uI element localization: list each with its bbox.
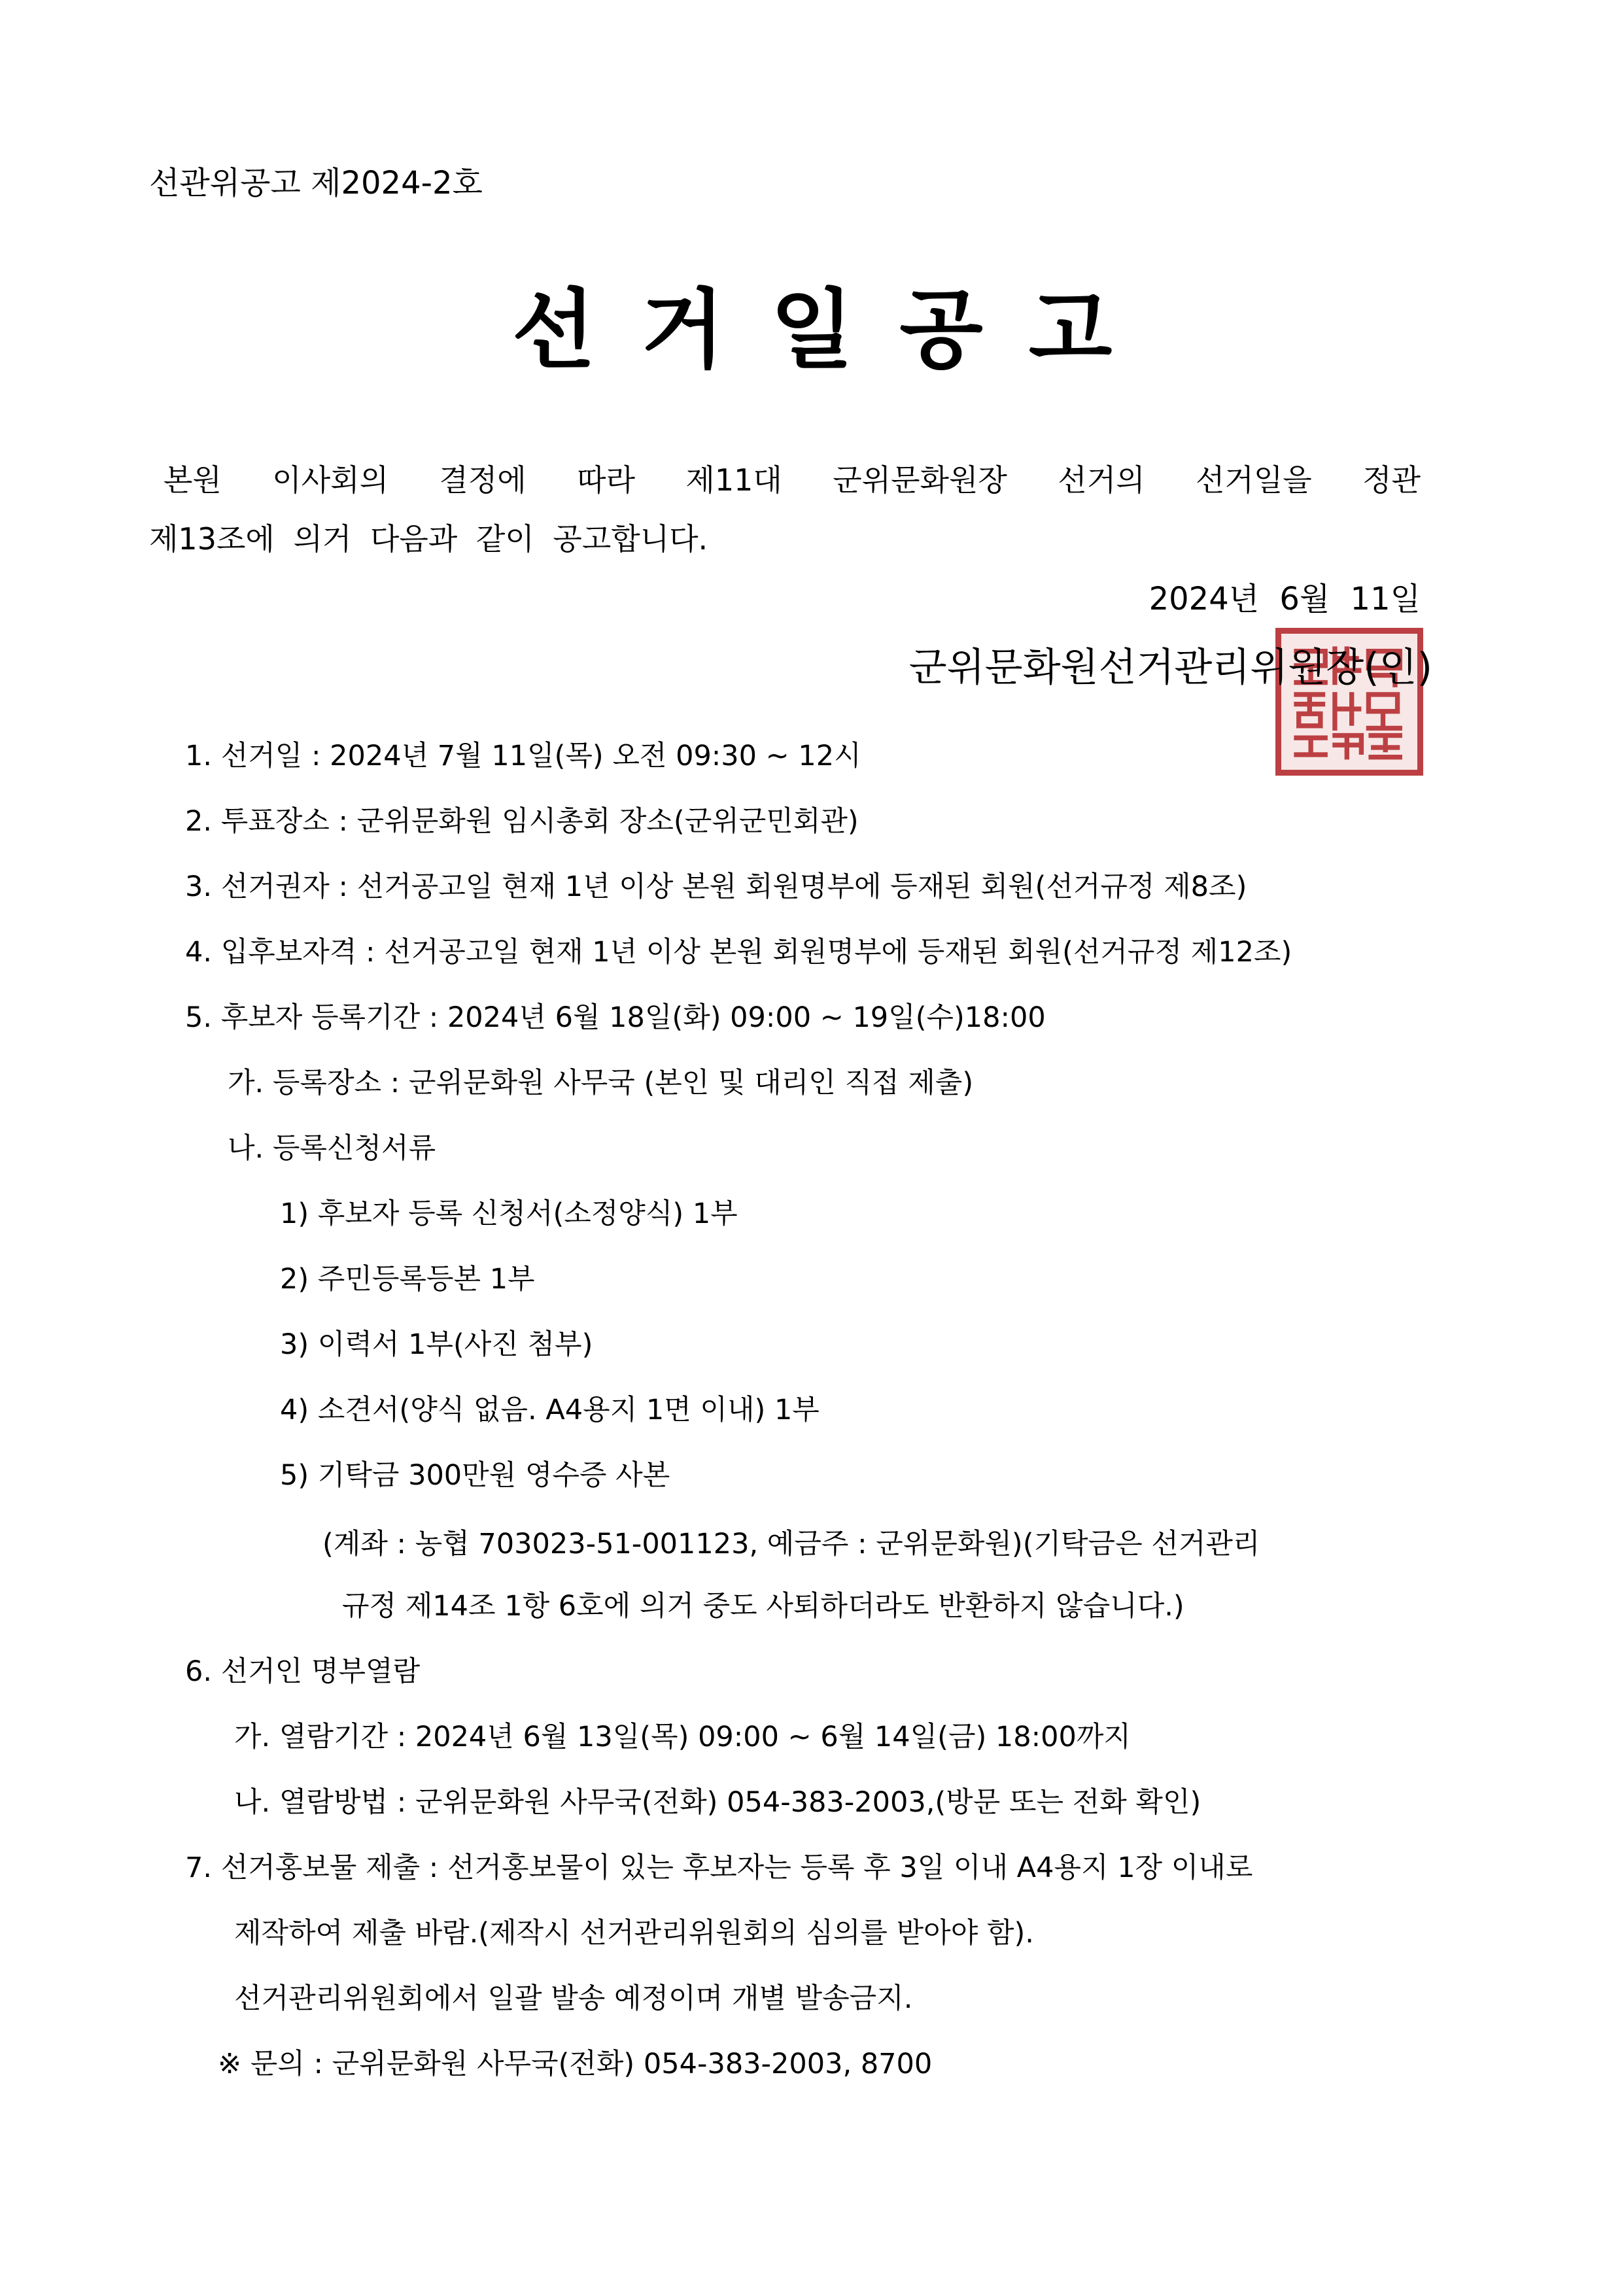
item-voting-place: 2. 투표장소 : 군위문화원 임시총회 장소(군위군민회관): [185, 805, 859, 838]
inquiry-contact: ※ 문의 : 군위문화원 사무국(전화) 054-383-2003, 8700: [218, 2048, 933, 2080]
document-item-resident-register: 2) 주민등록등본 1부: [280, 1263, 535, 1296]
item-candidate-eligibility: 4. 입후보자격 : 선거공고일 현재 1년 이상 본원 회원명부에 등재된 회원(선거규정 제12조): [185, 936, 1292, 969]
document-title: 선거일공고: [511, 280, 1158, 381]
deposit-account-note-line-2: 규정 제14조 1항 6호에 의거 중도 사퇴하더라도 반환하지 않습니다.): [342, 1590, 1184, 1623]
item-promotional-material-line-1: 7. 선거홍보물 제출 : 선거홍보물이 있는 후보자는 등록 후 3일 이내 A4용지 1장 이내로: [185, 1851, 1253, 1884]
item-voter-eligibility: 3. 선거권자 : 선거공고일 현재 1년 이상 본원 회원명부에 등재된 회원(선거규정 제8조): [185, 870, 1247, 903]
document-item-statement: 4) 소견서(양식 없음. A4용지 1면 이내) 1부: [280, 1394, 820, 1426]
item-registration-documents: 나. 등록신청서류: [228, 1132, 436, 1165]
document-item-deposit-receipt: 5) 기탁금 300만원 영수증 사본: [280, 1459, 670, 1492]
item-voter-list-inspection: 6. 선거인 명부열람: [185, 1655, 421, 1688]
document-item-application: 1) 후보자 등록 신청서(소정양식) 1부: [280, 1197, 738, 1230]
item-inspection-period: 가. 열람기간 : 2024년 6월 13일(목) 09:00 ~ 6월 14일(금) 18:00까지: [234, 1721, 1131, 1753]
deposit-account-note-line-1: (계좌 : 농협 703023-51-001123, 예금주 : 군위문화원)(기탁금은 선거관리: [322, 1528, 1260, 1560]
issuer-name: 군위문화원선거관리위원장(인): [908, 645, 1432, 691]
intro-paragraph-line-1: 본원 이사회의 결정에 따라 제11대 군위문화원장 선거의 선거일을 정관: [164, 462, 1421, 498]
item-registration-place: 가. 등록장소 : 군위문화원 사무국 (본인 및 대리인 직접 제출): [228, 1067, 974, 1099]
item-inspection-method: 나. 열람방법 : 군위문화원 사무국(전화) 054-383-2003,(방문 또는 전화 확인): [234, 1786, 1201, 1819]
notice-number: 선관위공고 제2024-2호: [149, 165, 483, 201]
document-item-resume: 3) 이력서 1부(사진 첨부): [280, 1328, 593, 1361]
item-election-date: 1. 선거일 : 2024년 7월 11일(목) 오전 09:30 ~ 12시: [185, 740, 861, 772]
notice-date: 2024년 6월 11일: [1149, 581, 1421, 617]
item-promotional-material-line-2: 제작하여 제출 바람.(제작시 선거관리위원회의 심의를 받아야 함).: [234, 1917, 1034, 1950]
intro-paragraph-line-2: 제13조에 의거 다음과 같이 공고합니다.: [149, 521, 708, 557]
item-promotional-material-line-3: 선거관리위원회에서 일괄 발송 예정이며 개별 발송금지.: [234, 1982, 913, 2015]
item-registration-period: 5. 후보자 등록기간 : 2024년 6월 18일(화) 09:00 ~ 19일(수)18:00: [185, 1001, 1046, 1034]
